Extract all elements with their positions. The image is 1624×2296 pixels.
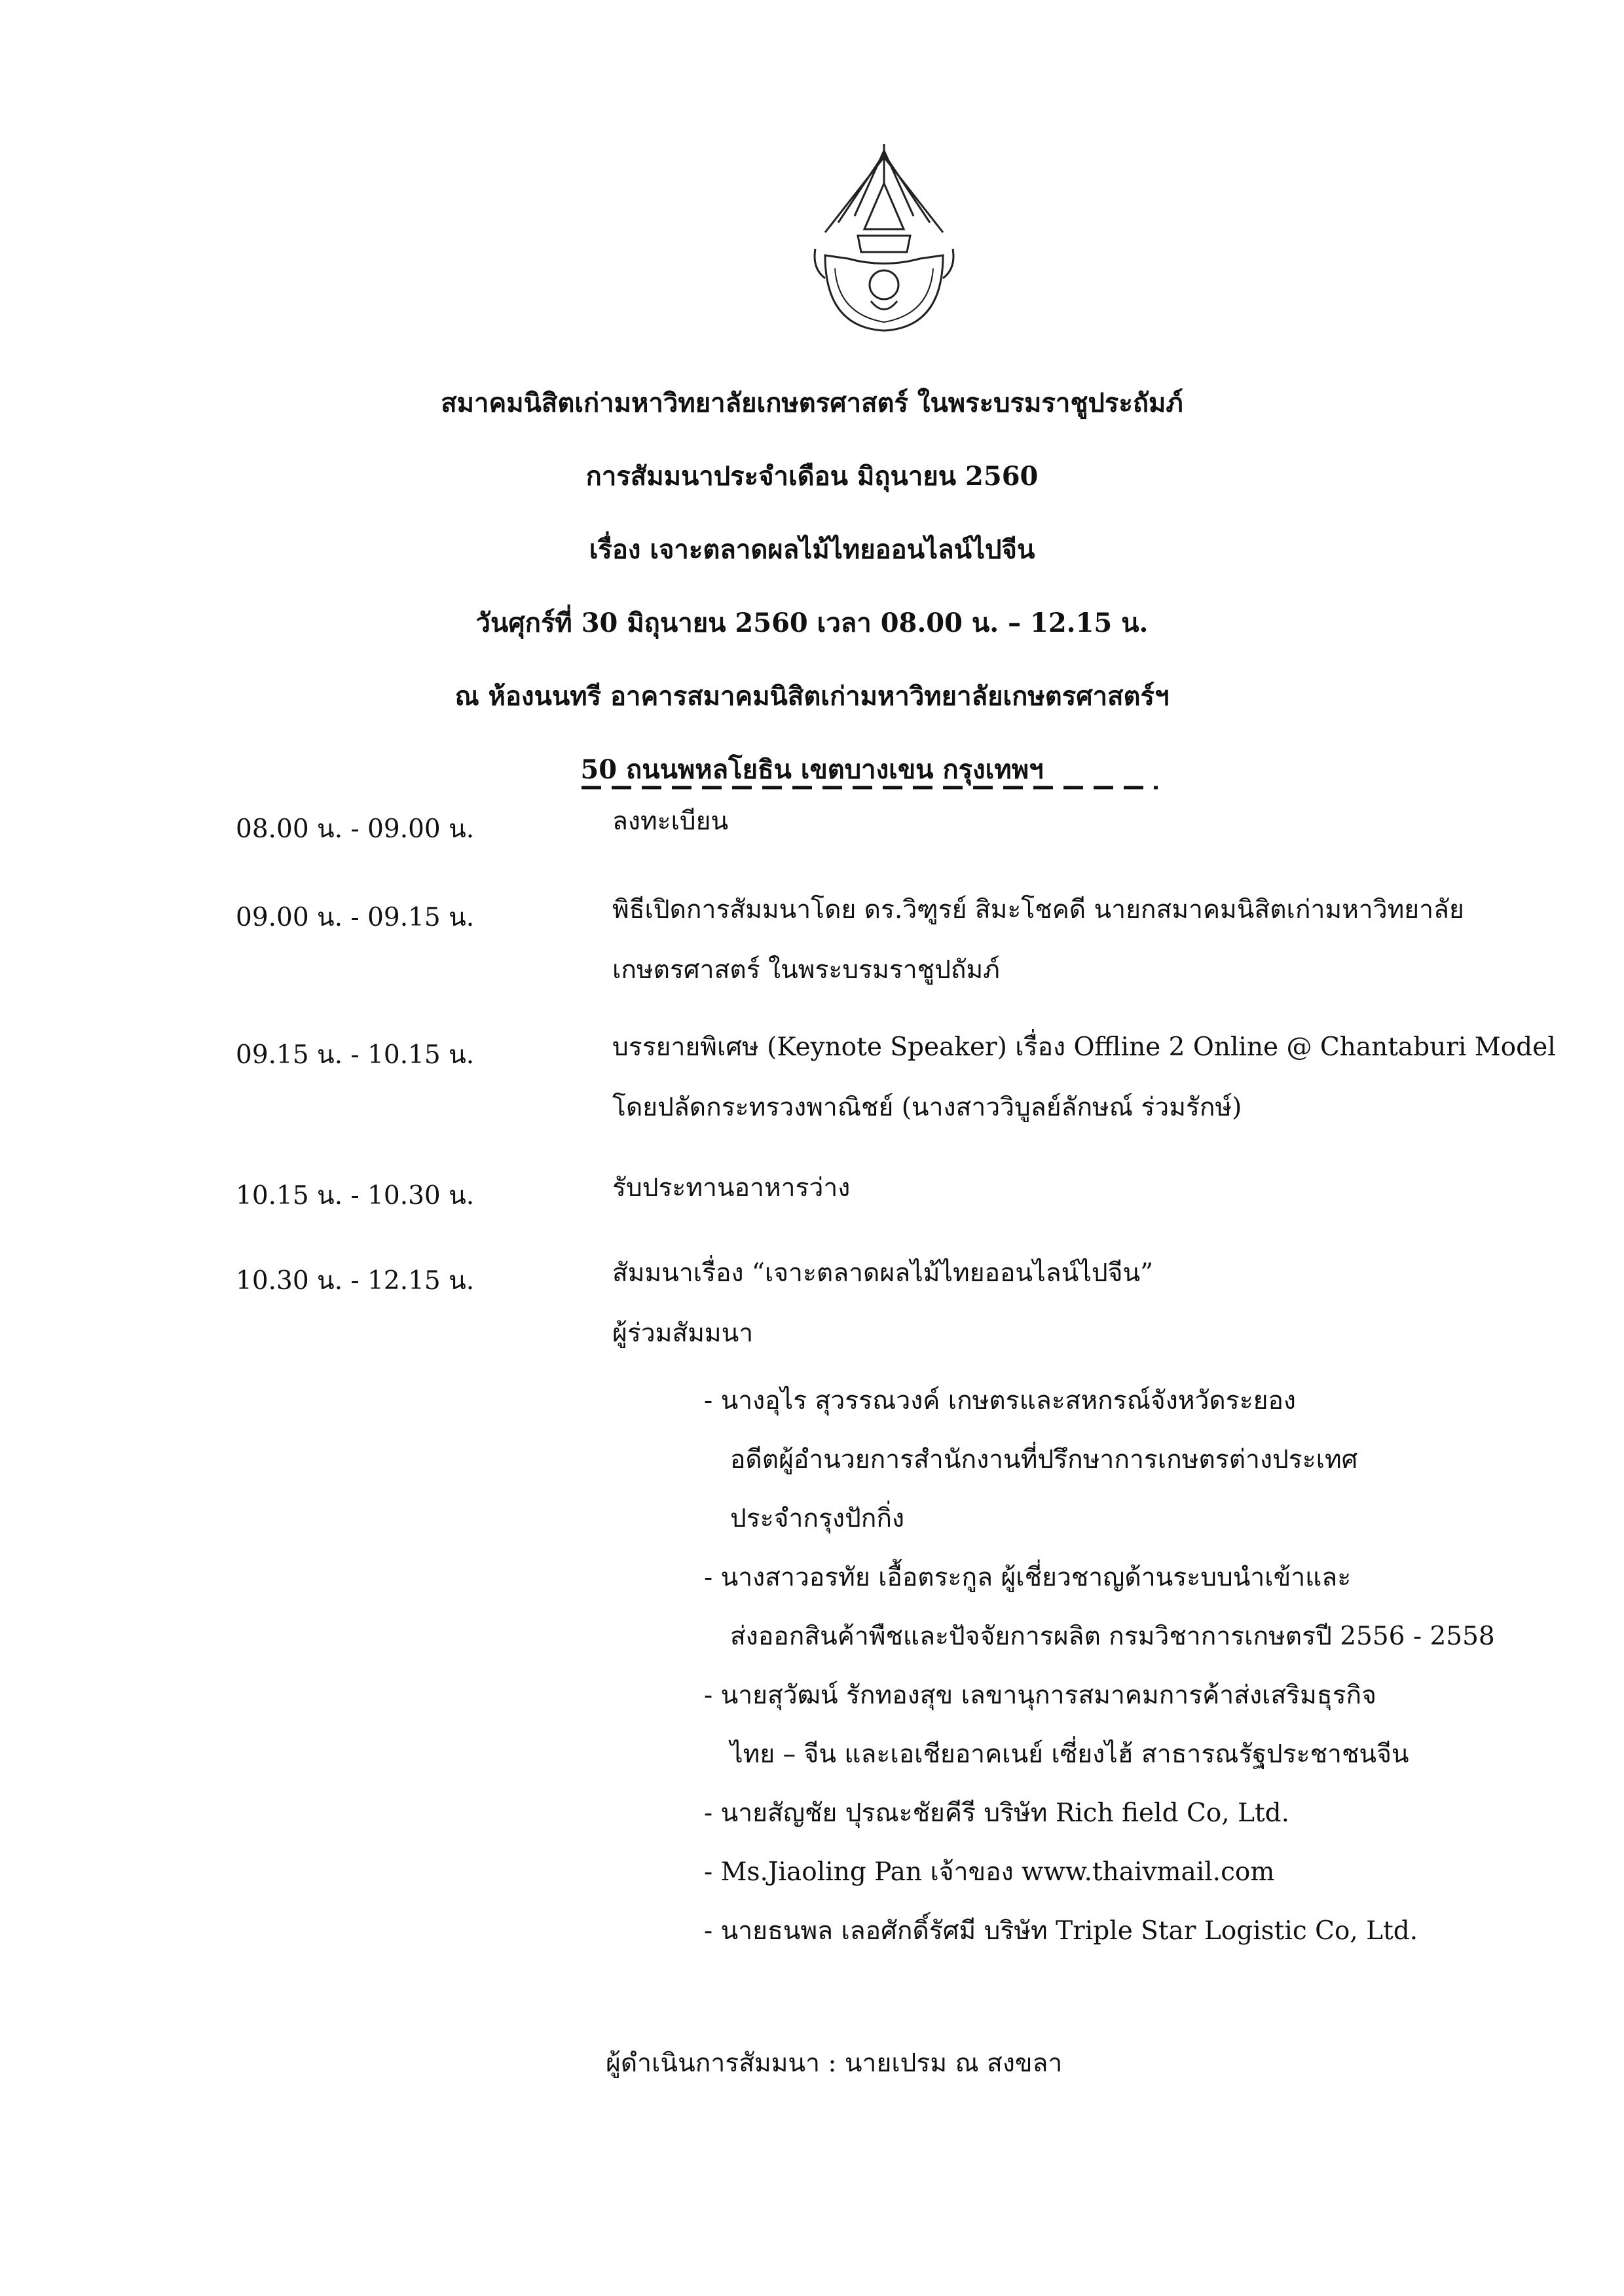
panelist-line: - นายสัญชัย ปุรณะชัยคีรี บริษัท Rich field Co, Ltd. bbox=[704, 1798, 1290, 1828]
moderator-line: ผู้ดำเนินการสัมมนา : นายเปรม ณ สงขลา bbox=[606, 2049, 1063, 2078]
seminar-month: การสัมมนาประจำเดือน มิถุนายน 2560 bbox=[585, 461, 1039, 492]
seminar-venue: ณ ห้องนนทรี อาคารสมาคมนิสิตเก่ามหาวิทยาลัยเกษตรศาสตร์ฯ bbox=[454, 681, 1170, 712]
panelist-line: ส่งออกสินค้าพืชและปัจจัยการผลิต กรมวิชาการเกษตรปี 2556 - 2558 bbox=[730, 1622, 1495, 1651]
panelist-line: - Ms.Jiaoling Pan เจ้าของ www.thaivmail.com bbox=[704, 1857, 1275, 1887]
panelist-lines bbox=[704, 1372, 1555, 1961]
schedule-line: รับประทานอาหารว่าง bbox=[612, 1173, 851, 1203]
panelist-line: ประจำกรุงปักกิ่ง bbox=[730, 1504, 905, 1533]
schedule-time: 08.00 น. - 09.00 น. bbox=[236, 814, 475, 844]
schedule-line: เกษตรศาสตร์ ในพระบรมราชูปถัมภ์ bbox=[612, 955, 1000, 985]
document-header bbox=[0, 367, 1624, 807]
panelist-line: - นางอุไร สุวรรณวงค์ เกษตรและสหกรณ์จังหวัดระยอง bbox=[704, 1386, 1296, 1415]
panelist-line: - นายสุวัฒน์ รักทองสุข เลขานุการสมาคมการค้าส่งเสริมธุรกิจ bbox=[704, 1681, 1376, 1710]
schedule-time: 10.15 น. - 10.30 น. bbox=[236, 1181, 475, 1211]
seminar-topic: เรื่อง เจาะตลาดผลไม้ไทยออนไลน์ไปจีน bbox=[589, 534, 1035, 565]
schedule-description bbox=[612, 792, 1522, 852]
panelist-line: อดีตผู้อำนวยการสำนักงานที่ปรึกษาการเกษตรต่างประเทศ bbox=[730, 1445, 1358, 1474]
schedule-time: 09.00 น. - 09.15 น. bbox=[236, 903, 475, 932]
schedule-line: สัมมนาเรื่อง “เจาะตลาดผลไม้ไทยออนไลน์ไปจีน” bbox=[612, 1258, 1154, 1288]
schedule-time: 10.30 น. - 12.15 น. bbox=[236, 1266, 475, 1296]
panelist-line: ไทย – จีน และเอเชียอาคเนย์ เซี่ยงไฮ้ สาธารณรัฐประชาชนจีน bbox=[730, 1740, 1409, 1769]
schedule-description bbox=[612, 1158, 1522, 1218]
schedule-line: พิธีเปิดการสัมมนาโดย ดร.วิฑูรย์ สิมะโชคดี นายกสมาคมนิสิตเก่ามหาวิทยาลัย bbox=[612, 895, 1464, 924]
association-name: สมาคมนิสิตเก่ามหาวิทยาลัยเกษตรศาสตร์ ในพระบรมราชูประถัมภ์ bbox=[441, 388, 1183, 418]
schedule-line: ลงทะเบียน bbox=[612, 807, 729, 836]
schedule-time: 09.15 น. - 10.15 น. bbox=[236, 1040, 475, 1070]
seminar-address: 50 ถนนพหลโยธิน เขตบางเขน กรุงเทพฯ bbox=[580, 754, 1044, 785]
seminar-date-time: วันศุกร์ที่ 30 มิถุนายน 2560 เวลา 08.00 น. – 12.15 น. bbox=[475, 608, 1149, 638]
schedule-line: บรรยายพิเศษ (Keynote Speaker) เรื่อง Offline 2 Online @ Chantaburi Model bbox=[612, 1032, 1556, 1062]
schedule-line: โดยปลัดกระทรวงพาณิชย์ (นางสาววิบูลย์ลักษณ์ ร่วมรักษ์) bbox=[612, 1093, 1242, 1122]
association-emblem-icon bbox=[786, 137, 982, 334]
panelist-line: - นางสาวอรทัย เอื้อตระกูล ผู้เชี่ยวชาญด้านระบบนำเข้าและ bbox=[704, 1563, 1352, 1592]
schedule-description bbox=[612, 1017, 1556, 1138]
schedule-description bbox=[612, 880, 1522, 1000]
schedule-line: ผู้ร่วมสัมมนา bbox=[612, 1319, 754, 1348]
schedule-description bbox=[612, 1243, 1522, 1364]
panelist-line: - นายธนพล เลอศักดิ์รัศมี บริษัท Triple Star Logistic Co, Ltd. bbox=[704, 1916, 1418, 1946]
